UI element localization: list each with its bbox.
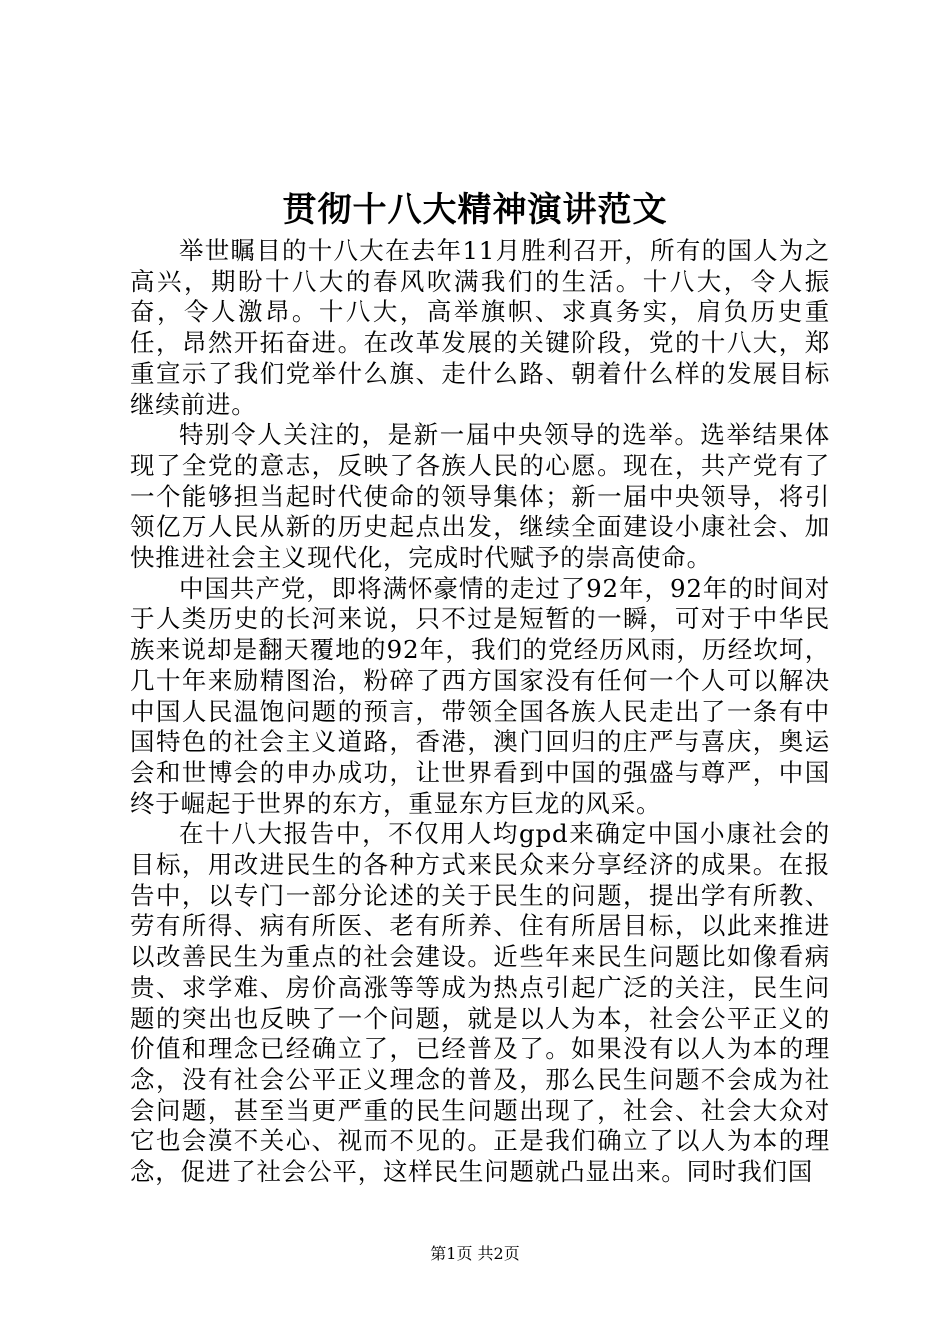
page-footer: 第1页 共2页 xyxy=(430,1244,520,1263)
page-title: 贯彻十八大精神演讲范文 xyxy=(282,190,668,230)
paragraph-2: 特别令人关注的，是新一届中央领导的选举。选举结果体现了全党的意志，反映了各族人民的心愿。现在，共产党有了一个能够担当起时代使命的领导集体；新一届中央领导，将引领亿万人民从新的历史起点出发，继续全面建设小康社会、加快推进社会主义现代化，完成时代赋予的崇高使命。 xyxy=(130,420,830,573)
paragraph-1: 举世瞩目的十八大在去年11月胜利召开，所有的国人为之高兴，期盼十八大的春风吹满我们的生活。十八大，令人振奋，令人激昂。十八大，高举旗帜、求真务实，肩负历史重任，昂然开拓奋进。在改革发展的关键阶段，党的十八大，郑重宣示了我们党举什么旗、走什么路、朝着什么样的发展目标继续前进。 xyxy=(130,236,830,419)
paragraph-4: 在十八大报告中，不仅用人均gpd来确定中国小康社会的目标，用改进民生的各种方式来民众来分享经济的成果。在报告中，以专门一部分论述的关于民生的问题，提出学有所教、劳有所得、病有所医、老有所养、住有所居目标，以此来推进以改善民生为重点的社会建设。近些年来民生问题比如像看病贵、求学难、房价高涨等等成为热点引起广泛的关注，民生问题的突出也反映了一个问题，就是以人为本，社会公平正义的价值和理念已经确立了，已经普及了。如果没有以人为本的理念，没有社会公平正义理念的普及，那么民生问题不会成为社会问题，甚至当更严重的民生问题出现了，社会、社会大众对它也会漠不关心、视而不见的。正是我们确立了以人为本的理念，促进了社会公平，这样民生问题就凸显出来。同时我们国 xyxy=(130,819,830,1187)
paragraph-3: 中国共产党，即将满怀豪情的走过了92年，92年的时间对于人类历史的长河来说，只不过是短暂的一瞬，可对于中华民族来说却是翻天覆地的92年，我们的党经历风雨，历经坎坷，几十年来励精图治，粉碎了西方国家没有任何一个人可以解决中国人民温饱问题的预言，带领全国各族人民走出了一条有中国特色的社会主义道路，香港，澳门回归的庄严与喜庆，奥运会和世博会的申办成功，让世界看到中国的强盛与尊严，中国终于崛起于世界的东方，重显东方巨龙的风采。 xyxy=(130,573,830,818)
document-body xyxy=(130,236,830,1188)
